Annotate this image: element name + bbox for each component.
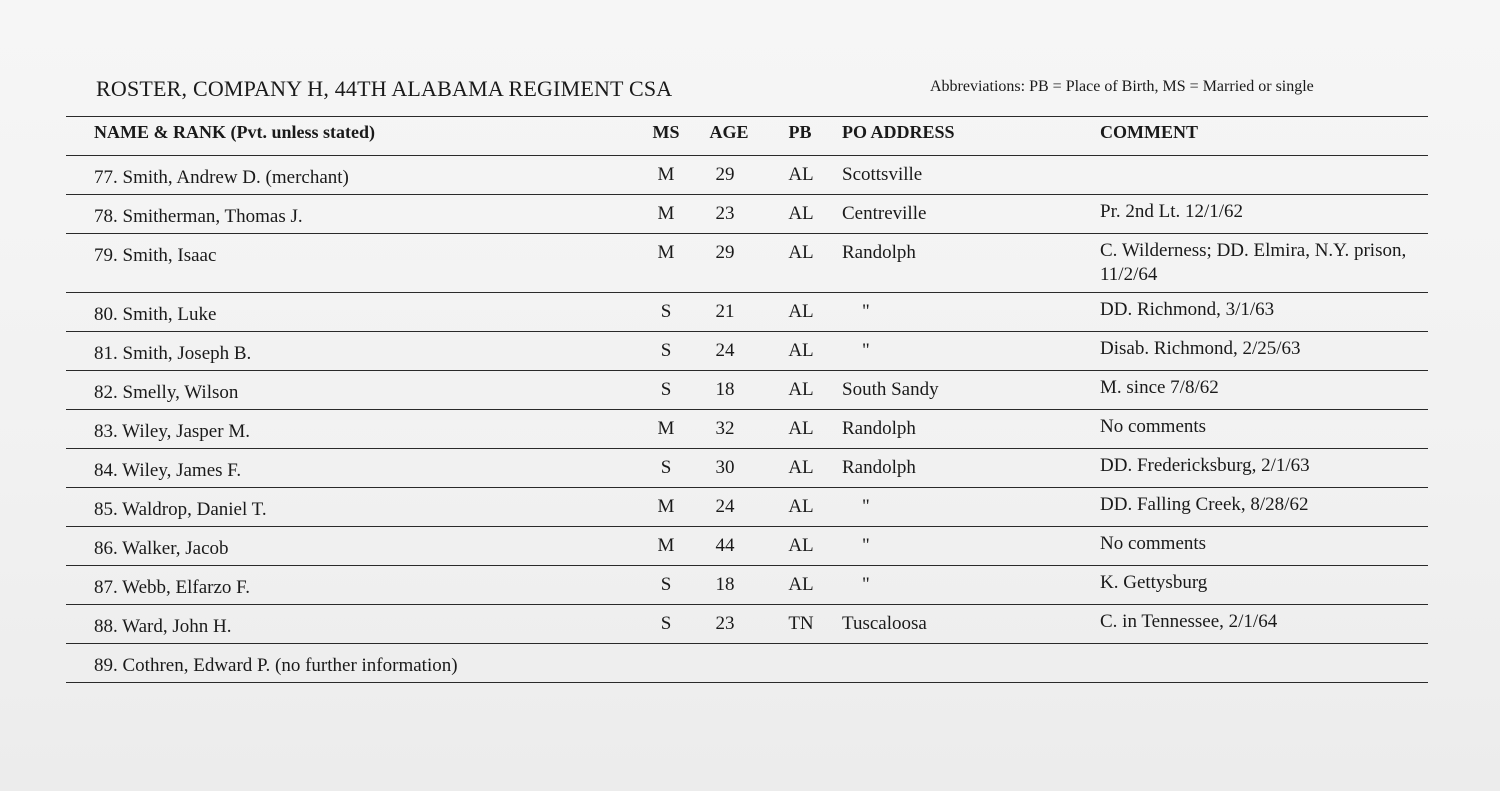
row-age: 44 [715,535,735,556]
row-ms: S [660,574,672,595]
row-po-address: Tuscaloosa [842,613,927,634]
row-ms: M [657,496,675,517]
row-name: 86. Walker, Jacob [94,538,229,559]
row-age: 24 [715,340,735,361]
row-comment: M. since 7/8/62 [1100,377,1219,398]
row-age: 18 [715,379,735,400]
row-ms: M [657,164,675,185]
row-age: 29 [715,164,735,185]
row-pb: AL [788,242,814,263]
row-pb: AL [788,496,814,517]
row-comment: K. Gettysburg [1100,572,1208,593]
row-ms: S [660,457,672,478]
row-po-address: South Sandy [842,379,939,400]
row-comment: C. Wilderness; DD. Elmira, N.Y. prison, 11/2/64 [1100,240,1407,285]
row-name: 84. Wiley, James F. [94,460,242,481]
row-pb: AL [788,379,814,400]
table-row [66,566,1428,604]
row-ms: M [657,203,675,224]
header-age: AGE [709,122,749,142]
row-name: 80. Smith, Luke [94,304,217,325]
row-po-address: " [862,301,870,322]
row-name: 88. Ward, John H. [94,616,232,637]
header-comment: COMMENT [1100,122,1198,142]
table-row [66,156,1428,194]
header-name: NAME & RANK (Pvt. unless stated) [94,122,375,142]
row-name: 77. Smith, Andrew D. (merchant) [94,167,349,188]
row-comment: C. in Tennessee, 2/1/64 [1100,611,1278,632]
row-name: 81. Smith, Joseph B. [94,343,252,364]
row-po-address: " [862,340,870,361]
header-po-address: PO ADDRESS [842,122,955,142]
header-pb: PB [788,122,812,142]
row-name: 78. Smitherman, Thomas J. [94,206,303,227]
abbreviations-note: Abbreviations: PB = Place of Birth, MS = Married or single [930,78,1314,95]
row-age: 32 [715,418,735,439]
header-ms: MS [652,122,680,142]
table-header [66,117,1428,155]
row-comment: Pr. 2nd Lt. 12/1/62 [1100,201,1244,222]
row-ms: M [657,535,675,556]
row-pb: TN [788,613,814,634]
row-age: 24 [715,496,735,517]
row-po-address: " [862,535,870,556]
row-comment: No comments [1100,416,1207,437]
row-age: 23 [715,613,735,634]
row-ms: S [660,340,672,361]
row-po-address: Centreville [842,203,927,224]
row-po-address: Randolph [842,242,916,263]
table-row [66,527,1428,565]
row-pb: AL [788,164,814,185]
row-age: 30 [715,457,735,478]
row-pb: AL [788,340,814,361]
row-comment: DD. Falling Creek, 8/28/62 [1100,494,1309,515]
row-pb: AL [788,203,814,224]
row-rule [66,682,1428,683]
table-row [66,605,1428,643]
row-comment: Disab. Richmond, 2/25/63 [1100,338,1301,359]
row-pb: AL [788,535,814,556]
row-comment: No comments [1100,533,1207,554]
table-row [66,234,1428,292]
table-row [66,644,1428,682]
row-age: 29 [715,242,735,263]
row-po-address: Randolph [842,418,916,439]
row-pb: AL [788,301,814,322]
row-po-address: " [862,496,870,517]
row-ms: M [657,242,675,263]
row-age: 21 [715,301,735,322]
row-po-address: Scottsville [842,164,923,185]
table-row [66,293,1428,331]
row-ms: M [657,418,675,439]
row-name: 85. Waldrop, Daniel T. [94,499,267,520]
row-age: 23 [715,203,735,224]
row-name: 87. Webb, Elfarzo F. [94,577,250,598]
table-row [66,410,1428,448]
table-row [66,488,1428,526]
row-pb: AL [788,418,814,439]
row-comment: DD. Fredericksburg, 2/1/63 [1100,455,1310,476]
row-ms: S [660,379,672,400]
table-body [66,156,1428,683]
row-po-address: Randolph [842,457,916,478]
row-name: 83. Wiley, Jasper M. [94,421,250,442]
row-name: 89. Cothren, Edward P. (no further information) [94,655,458,676]
row-name: 82. Smelly, Wilson [94,382,239,403]
row-comment: DD. Richmond, 3/1/63 [1100,299,1275,320]
table-row [66,332,1428,370]
roster-table [66,116,1428,683]
table-row [66,371,1428,409]
row-ms: S [660,301,672,322]
row-po-address: " [862,574,870,595]
row-name: 79. Smith, Isaac [94,245,217,266]
row-age: 18 [715,574,735,595]
table-row [66,449,1428,487]
table-row [66,195,1428,233]
row-pb: AL [788,574,814,595]
row-pb: AL [788,457,814,478]
row-ms: S [660,613,672,634]
document-title: ROSTER, COMPANY H, 44TH ALABAMA REGIMENT CSA [96,76,673,101]
